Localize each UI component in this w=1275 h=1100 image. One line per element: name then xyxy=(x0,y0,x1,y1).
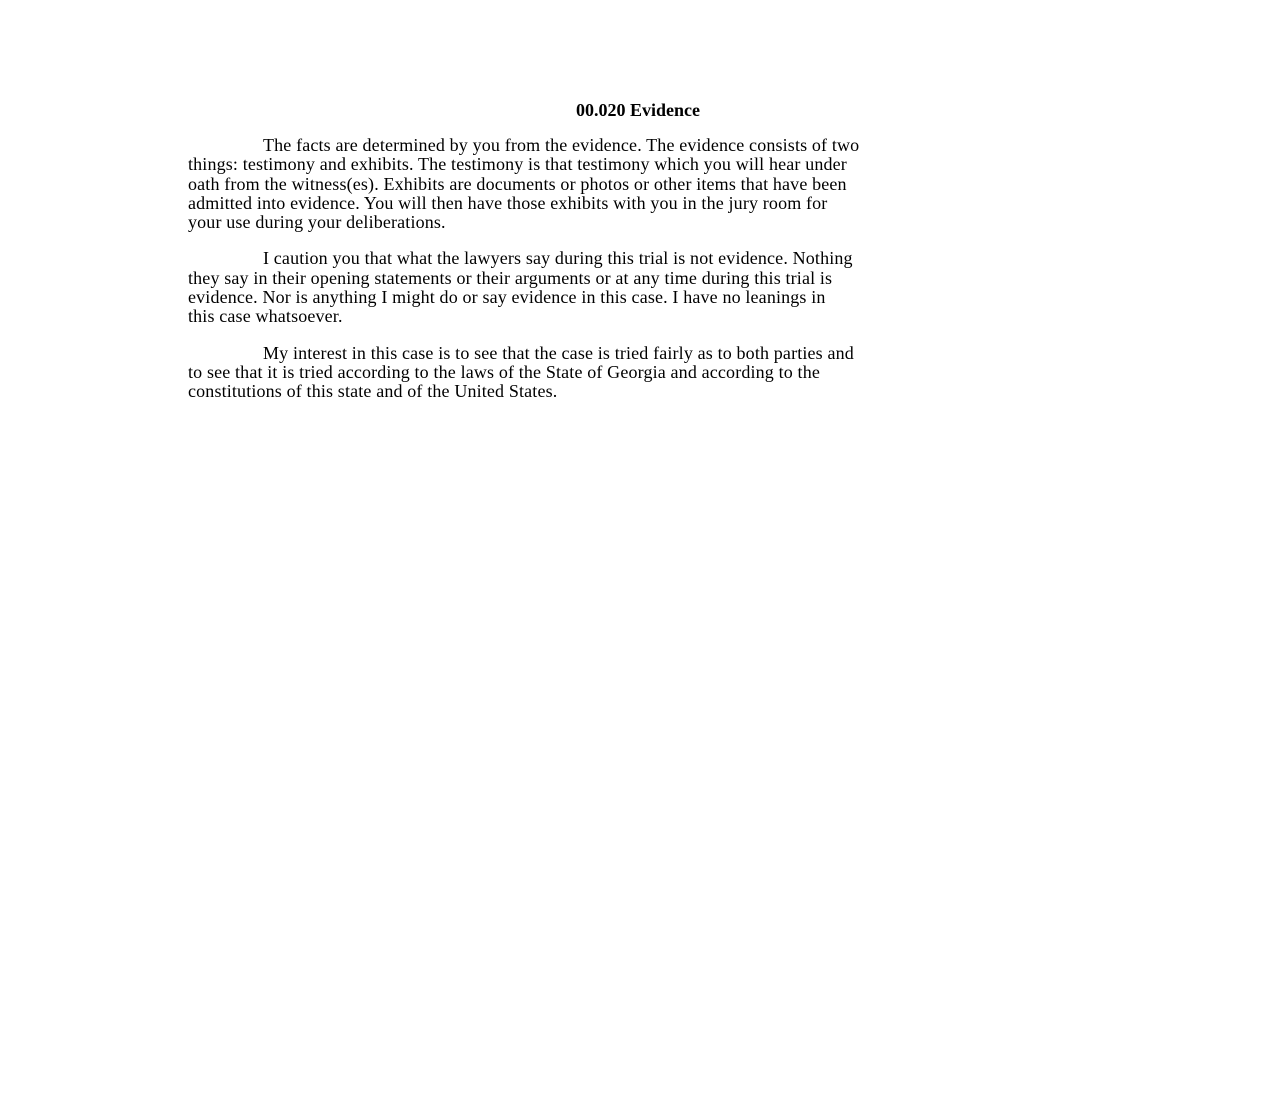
paragraph-line: oath from the witness(es). Exhibits are documents or photos or other items that have been xyxy=(188,173,847,194)
paragraph-judge-interest xyxy=(188,344,1088,402)
paragraph-line: I caution you that what the lawyers say during this trial is not evidence. Nothing xyxy=(263,248,853,269)
paragraph-line: The facts are determined by you from the evidence. The evidence consists of two xyxy=(263,135,860,155)
paragraph-line: to see that it is tried according to the laws of the State of Georgia and according to the xyxy=(188,361,820,382)
paragraph-lawyers-caution xyxy=(188,249,1088,326)
paragraph-line: evidence. Nor is anything I might do or say evidence in this case. I have no leanings in xyxy=(188,287,826,308)
paragraph-line: they say in their opening statements or their arguments or at any time during this trial is xyxy=(188,267,833,288)
paragraph-line: your use during your deliberations. xyxy=(188,212,446,233)
document-body xyxy=(188,99,1088,419)
paragraph-line: admitted into evidence. You will then have those exhibits with you in the jury room for xyxy=(188,192,828,213)
document-title: 00.020 Evidence xyxy=(576,100,700,120)
paragraph-evidence-definition xyxy=(188,136,1088,232)
paragraph-line: constitutions of this state and of the United States. xyxy=(188,381,558,402)
paragraph-line: My interest in this case is to see that the case is tried fairly as to both parties and xyxy=(263,342,854,363)
paragraph-line: this case whatsoever. xyxy=(188,306,343,327)
paragraph-line: things: testimony and exhibits. The testimony is that testimony which you will hear under xyxy=(188,154,847,175)
